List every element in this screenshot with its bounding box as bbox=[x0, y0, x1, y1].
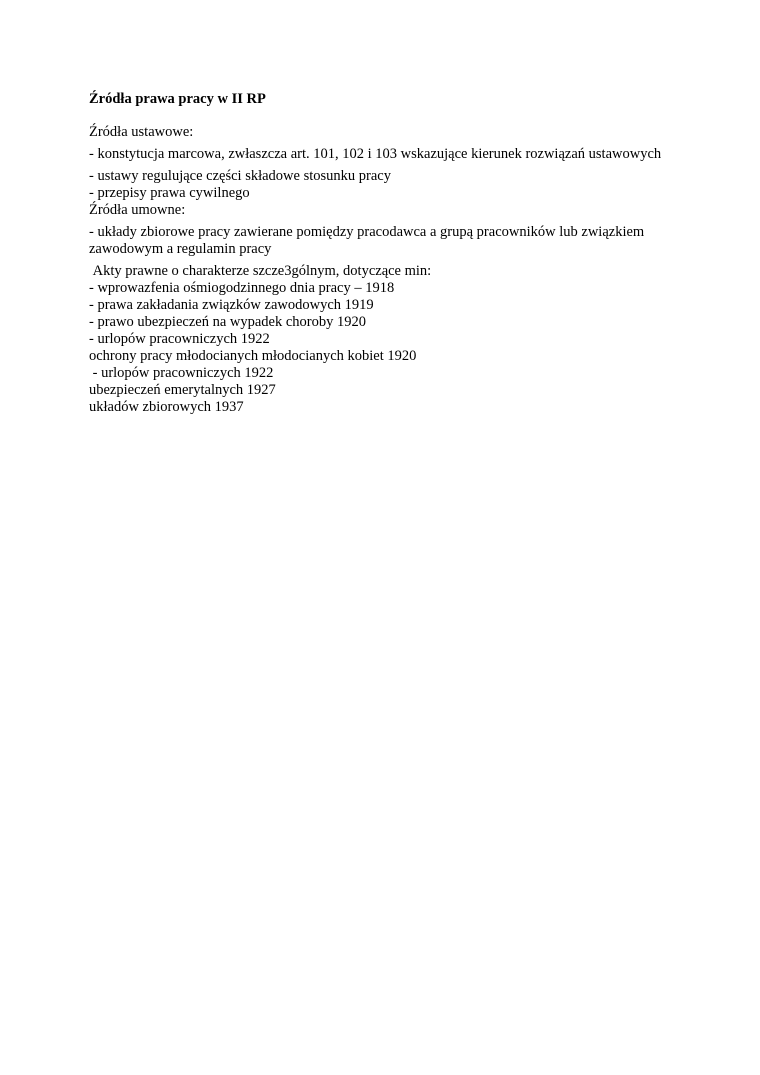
list-item: układów zbiorowych 1937 bbox=[89, 399, 244, 415]
document-body bbox=[89, 91, 689, 416]
list-item: - wprowazfenia ośmiogodzinnego dnia pracy – 1918 bbox=[89, 280, 395, 296]
list-item: - układy zbiorowe pracy zawierane pomiędzy pracodawca a grupą pracowników lub związkiem zawodowym a regulamin pracy bbox=[89, 224, 648, 257]
list-item: - ustawy regulujące części składowe stosunku pracy bbox=[89, 168, 391, 184]
list-item: - prawa zakładania związków zawodowych 1919 bbox=[89, 297, 374, 313]
section-heading-contractual: Źródła umowne: bbox=[89, 202, 186, 218]
list-item: - przepisy prawa cywilnego bbox=[89, 185, 250, 201]
list-item: - urlopów pracowniczych 1922 bbox=[89, 331, 270, 347]
section-heading-statutory: Źródła ustawowe: bbox=[89, 124, 194, 140]
document-title: Źródła prawa pracy w II RP bbox=[89, 91, 266, 107]
list-item: ubezpieczeń emerytalnych 1927 bbox=[89, 382, 276, 398]
list-item: - urlopów pracowniczych 1922 bbox=[89, 365, 274, 381]
list-item: - prawo ubezpieczeń na wypadek choroby 1920 bbox=[89, 314, 367, 330]
list-item: - konstytucja marcowa, zwłaszcza art. 101, 102 i 103 wskazujące kierunek rozwiązań ustawowych bbox=[89, 146, 662, 162]
section-heading-acts: Akty prawne o charakterze szcze3gólnym, dotyczące min: bbox=[89, 263, 432, 279]
list-item: ochrony pracy młodocianych młodocianych kobiet 1920 bbox=[89, 348, 417, 364]
